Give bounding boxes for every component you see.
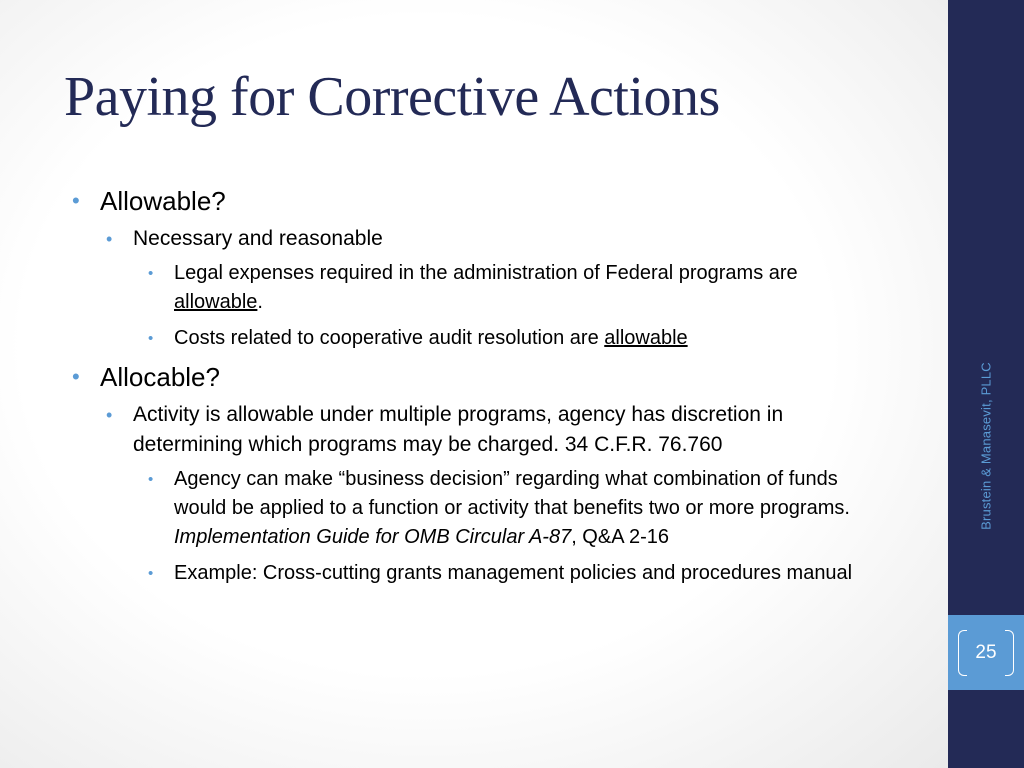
bullet-allocable: • Allocable? bbox=[72, 360, 872, 394]
slide-body bbox=[72, 184, 872, 595]
agency-citation-italic: Implementation Guide for OMB Circular A-87 bbox=[174, 526, 572, 548]
bullet-legal-expenses bbox=[146, 259, 872, 317]
agency-text: Agency can make “business decision” regarding what combination of funds would be applied to a function or activity that benefits two or more programs. bbox=[174, 468, 850, 519]
slide-title: Paying for Corrective Actions bbox=[64, 66, 720, 128]
footer-firm-name: Brustein & Manasevit, PLLC bbox=[978, 362, 994, 530]
bullet-multiple-programs: • Activity is allowable under multiple programs, agency has discretion in determining which programs may be charged. 34 C.F.R. 76.760 bbox=[106, 400, 872, 460]
bullet-necessary-reasonable: • Necessary and reasonable bbox=[106, 224, 872, 254]
bullet-audit-resolution-costs bbox=[146, 324, 872, 353]
bullet-example: • Example: Cross-cutting grants management policies and procedures manual bbox=[146, 559, 872, 588]
page-number-bracket bbox=[958, 630, 1014, 676]
legal-period: . bbox=[257, 291, 263, 313]
costs-text: Costs related to cooperative audit resolution are bbox=[174, 327, 605, 349]
costs-allowable-underlined: allowable bbox=[604, 327, 688, 349]
page-number: 25 bbox=[975, 642, 997, 663]
legal-text: Legal expenses required in the administration of Federal programs are bbox=[174, 262, 798, 284]
bullet-business-decision bbox=[146, 465, 872, 552]
page-number-box bbox=[948, 615, 1024, 690]
bullet-allowable: • Allowable? bbox=[72, 184, 872, 218]
legal-allowable-underlined: allowable bbox=[174, 291, 258, 313]
agency-qa: , Q&A 2-16 bbox=[571, 526, 670, 548]
